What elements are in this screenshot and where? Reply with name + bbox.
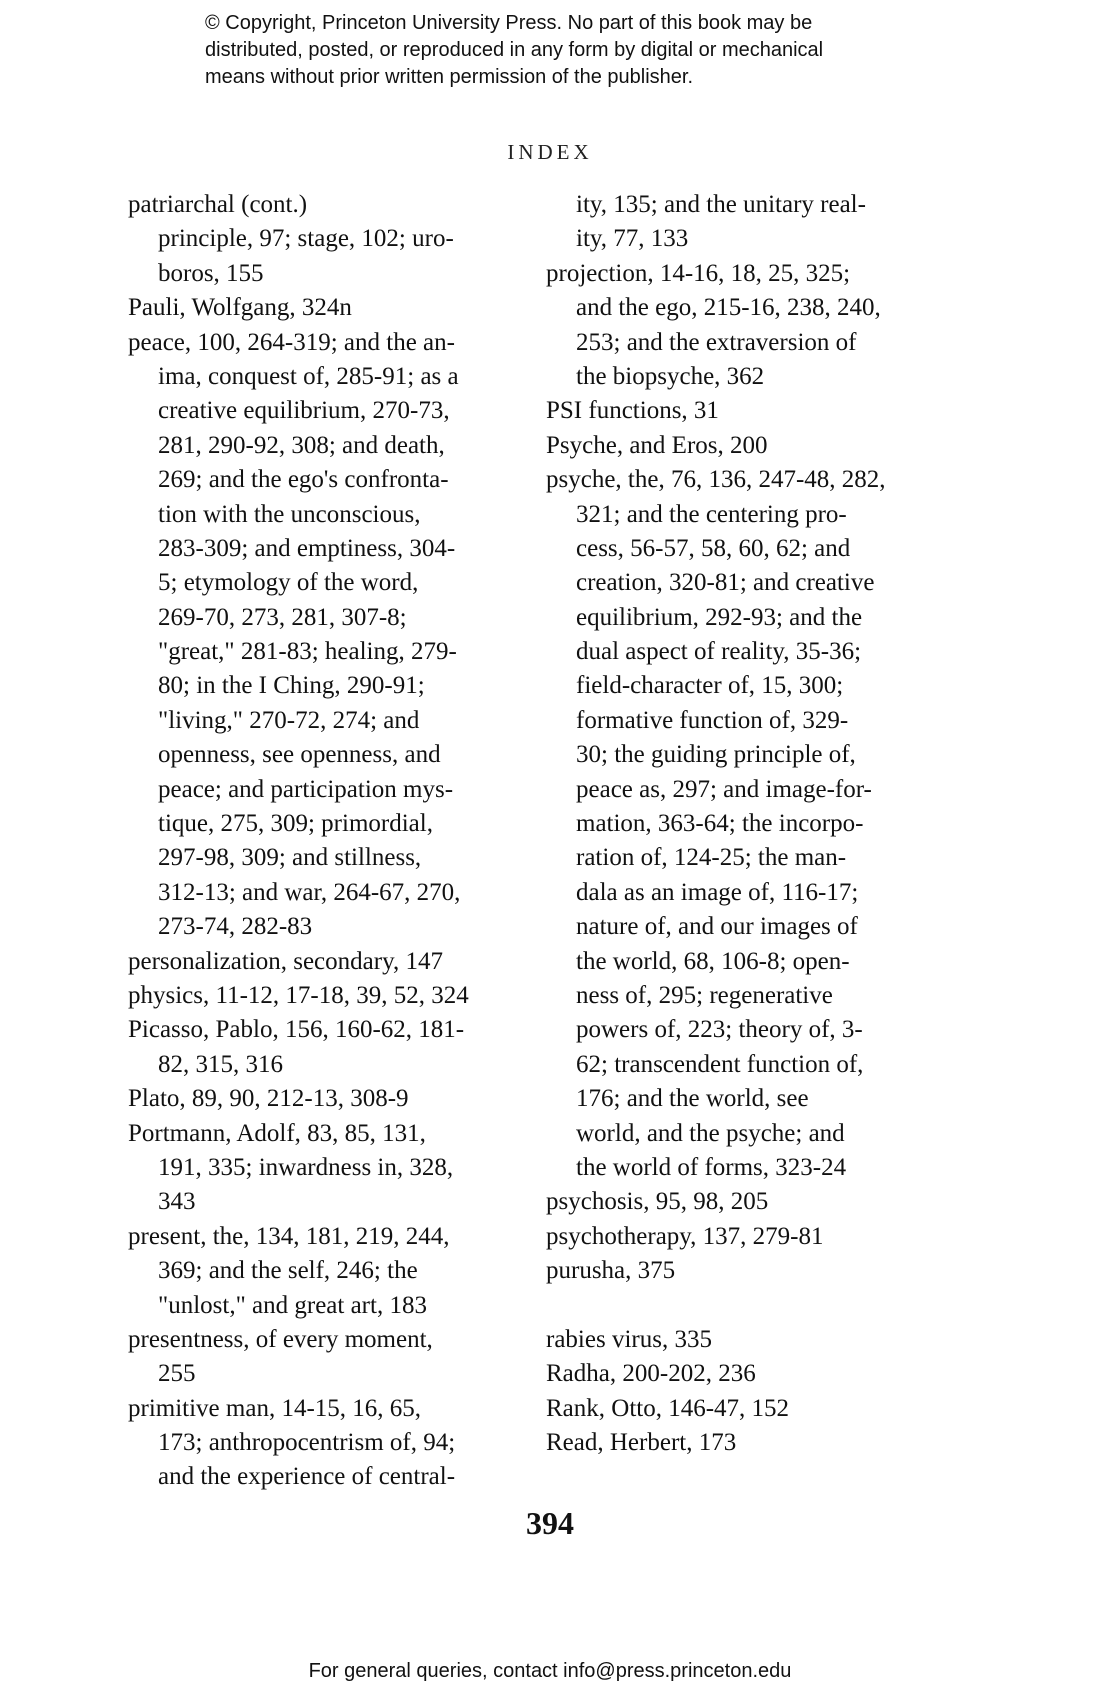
index-entry-line: 80; in the I Ching, 290-91; [158, 672, 425, 700]
index-entry-line: 369; and the self, 246; the [158, 1257, 418, 1285]
index-entry-line: 82, 315, 316 [158, 1050, 283, 1078]
index-entry-line: Rank, Otto, 146-47, 152 [546, 1394, 790, 1422]
index-entry-line: present, the, 134, 181, 219, 244, [128, 1222, 450, 1250]
index-entry-line: projection, 14-16, 18, 25, 325; [546, 259, 851, 287]
page-number: 394 [526, 1505, 574, 1541]
index-entry-line: psyche, the, 76, 136, 247-48, 282, [546, 466, 886, 494]
index-spacer [546, 1289, 926, 1323]
index-entry-line: 273-74, 282-83 [158, 913, 313, 941]
copyright-notice [205, 10, 925, 91]
index-entry-line: dual aspect of reality, 35-36; [576, 638, 862, 666]
index-entry-line: 312-13; and war, 264-67, 270, [158, 878, 461, 906]
index-entry-line: Picasso, Pablo, 156, 160-62, 181- [128, 1016, 465, 1044]
index-entry-line: 255 [158, 1360, 196, 1388]
index-entry-line: "living," 270-72, 274; and [158, 706, 420, 734]
index-entry-line: ity, 77, 133 [576, 225, 689, 253]
index-entry-line: boros, 155 [158, 259, 264, 287]
index-entry-line: Pauli, Wolfgang, 324n [128, 294, 352, 322]
index-entry-line: Read, Herbert, 173 [546, 1429, 737, 1457]
index-entry-line: world, and the psyche; and [576, 1119, 845, 1147]
index-entry-line: primitive man, 14-15, 16, 65, [128, 1394, 422, 1422]
index-entry-line: psychosis, 95, 98, 205 [546, 1188, 769, 1216]
index-entry-line: equilibrium, 292-93; and the [576, 603, 863, 631]
index-entry-line: PSI functions, 31 [546, 397, 719, 425]
copyright-line: means without prior written permission of the publisher. [205, 66, 694, 88]
index-entry-line: 173; anthropocentrism of, 94; [158, 1429, 456, 1457]
index-entry-line: peace, 100, 264-319; and the an- [128, 328, 455, 356]
index-entry-line: purusha, 375 [546, 1257, 676, 1285]
index-entry-line: openness, see openness, and [158, 741, 441, 769]
index-entry-line: Portmann, Adolf, 83, 85, 131, [128, 1119, 426, 1147]
index-entry-line: physics, 11-12, 17-18, 39, 52, 324 [128, 981, 469, 1009]
index-entry-line: "unlost," and great art, 183 [158, 1291, 427, 1319]
index-entry-line: presentness, of every moment, [128, 1325, 433, 1353]
index-entry-line: peace as, 297; and image-for- [576, 775, 872, 803]
index-entry-line: field-character of, 15, 300; [576, 672, 844, 700]
index-entry-line: principle, 97; stage, 102; uro- [158, 225, 454, 253]
index-entry-line: creation, 320-81; and creative [576, 569, 875, 597]
index-entry-line: dala as an image of, 116-17; [576, 878, 859, 906]
index-entry-line: psychotherapy, 137, 279-81 [546, 1222, 824, 1250]
index-entry-line: 283-309; and emptiness, 304- [158, 534, 456, 562]
index-entry-line: and the ego, 215-16, 238, 240, [576, 294, 881, 322]
index-entry-line: formative function of, 329- [576, 706, 849, 734]
index-entry-line: 253; and the extraversion of [576, 328, 857, 356]
index-entry-line: 269; and the ego's confronta- [158, 466, 449, 494]
copyright-line: © Copyright, Princeton University Press. No part of this book may be [205, 12, 813, 34]
index-entry-line: tion with the unconscious, [158, 500, 421, 528]
copyright-line: distributed, posted, or reproduced in any form by digital or mechanical [205, 39, 824, 61]
index-entry-line: the world of forms, 323-24 [576, 1153, 847, 1181]
index-entry-line: ration of, 124-25; the man- [576, 844, 847, 872]
index-entry-line: the biopsyche, 362 [576, 362, 765, 390]
footer-contact: For general queries, contact info@press.princeton.edu [308, 1660, 792, 1682]
index-entry-line: 343 [158, 1188, 196, 1216]
index-entry-line: 30; the guiding principle of, [576, 741, 856, 769]
index-entry-line: Plato, 89, 90, 212-13, 308-9 [128, 1085, 409, 1113]
index-entry-line: "great," 281-83; healing, 279- [158, 638, 457, 666]
index-entry-line: and the experience of central- [158, 1463, 456, 1491]
index-entry-line: 5; etymology of the word, [158, 569, 419, 597]
index-entry-line: creative equilibrium, 270-73, [158, 397, 450, 425]
index-entry-line: rabies virus, 335 [546, 1325, 712, 1353]
index-column-left [128, 188, 528, 1495]
index-entry-line: ness of, 295; regenerative [576, 981, 833, 1009]
index-entry-line: ity, 135; and the unitary real- [576, 191, 866, 218]
index-entry-line: cess, 56-57, 58, 60, 62; and [576, 534, 851, 562]
index-entry-line: 281, 290-92, 308; and death, [158, 431, 445, 459]
index-entry-line: 321; and the centering pro- [576, 500, 847, 528]
index-entry-line: the world, 68, 106-8; open- [576, 947, 850, 975]
index-entry-line: powers of, 223; theory of, 3- [576, 1016, 863, 1044]
index-entry-line: 62; transcendent function of, [576, 1050, 864, 1078]
index-entry-line: mation, 363-64; the incorpo- [576, 810, 864, 838]
index-entry-line: nature of, and our images of [576, 913, 858, 941]
index-entry-line: patriarchal (cont.) [128, 191, 308, 218]
index-heading: INDEX [507, 140, 593, 164]
index-entry-line: Psyche, and Eros, 200 [546, 431, 768, 459]
index-column-right [546, 188, 926, 1460]
index-entry-line: 176; and the world, see [576, 1085, 809, 1113]
index-entry-line: 297-98, 309; and stillness, [158, 844, 422, 872]
index-entry-line: tique, 275, 309; primordial, [158, 810, 433, 838]
index-entry-line: Radha, 200-202, 236 [546, 1360, 756, 1388]
index-entry-line: 191, 335; inwardness in, 328, [158, 1153, 454, 1181]
index-entry-line: personalization, secondary, 147 [128, 947, 443, 975]
index-entry-line: peace; and participation mys- [158, 775, 454, 803]
index-entry-line: 269-70, 273, 281, 307-8; [158, 603, 407, 631]
index-entry-line: ima, conquest of, 285-91; as a [158, 362, 459, 390]
